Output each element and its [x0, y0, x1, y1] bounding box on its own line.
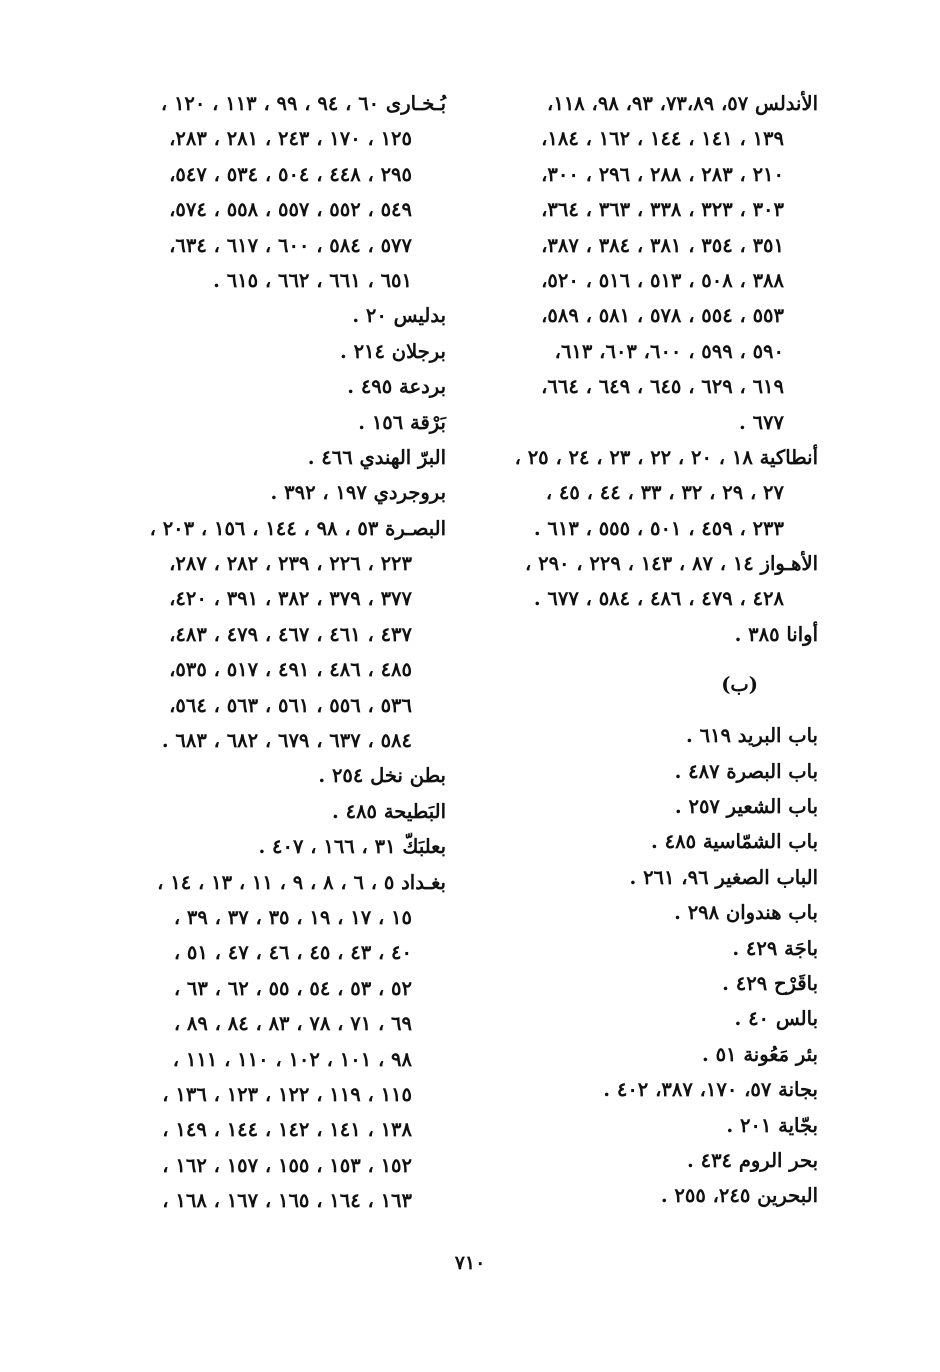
index-entry: بجّاية ٢٠١ .	[726, 1113, 818, 1137]
index-entry: الباب الصغير ٩٦، ٢٦١ .	[629, 865, 818, 889]
index-entry: باب البريد ٦١٩ .	[686, 724, 818, 748]
index-entry-continuation: ٥٨٤ ، ٦٣٧ ، ٦٧٩ ، ٦٨٢ ، ٦٨٣ .	[161, 729, 412, 753]
section-letter-heading	[478, 652, 818, 718]
index-entry-continuation: ١٦٣ ، ١٦٤ ، ١٦٥ ، ١٦٧ ، ١٦٨ ،	[162, 1189, 412, 1213]
page-number: ٧١٠	[454, 1252, 486, 1274]
index-entry: برجلان ٢١٤ .	[340, 339, 446, 363]
index-entry: باب الشعير ٢٥٧ .	[674, 795, 818, 819]
index-entry-continuation: ٥٢ ، ٥٣ ، ٥٤ ، ٥٥ ، ٦٢ ، ٦٣ ،	[173, 976, 412, 1000]
index-entry: بُـخـارى ٦٠ ، ٩٤ ، ٩٩ ، ١١٣ ، ١٢٠ ،	[160, 92, 446, 115]
index-entry-continuation: ١٣٨ ، ١٤١ ، ١٤٢ ، ١٤٤ ، ١٤٩ ،	[162, 1118, 412, 1142]
index-entry: البَطيحة ٤٨٥ .	[332, 799, 446, 823]
index-entry: البرّ الهندي ٤٦٦ .	[307, 445, 446, 469]
index-entry: الأندلس ٥٧، ٧٣،٨٩، ٩٣، ٩٨، ١١٨،	[547, 92, 818, 115]
index-entry: باب هندوان ٢٩٨ .	[674, 901, 818, 925]
index-entry: بالس ٤٠ .	[734, 1007, 818, 1031]
index-entry-continuation: ٩٨ ، ١٠١ ، ١٠٢ ، ١١٠ ، ١١١ ،	[172, 1047, 412, 1071]
index-entry-continuation: ٥٣٦ ، ٥٥٦ ، ٥٦١ ، ٥٦٣ ، ٥٦٤،	[169, 693, 412, 717]
index-entry: بغـداد ٥ ، ٦ ، ٨ ، ٩ ، ١١ ، ١٣ ، ١٤ ،	[157, 870, 446, 894]
index-entry: باب الشمّاسية ٤٨٥ .	[651, 830, 818, 854]
index-entry-continuation: ٥٧٧ ، ٥٨٤ ، ٦٠٠ ، ٦١٧ ، ٦٣٤،	[169, 233, 412, 257]
index-entry-continuation: ٢٧ ، ٢٩ ، ٣٢ ، ٣٣ ، ٤٤ ، ٤٥ ،	[545, 481, 784, 505]
index-entry-continuation: ٦٩ ، ٧١ ، ٧٨ ، ٨٣ ، ٨٤ ، ٨٩ ،	[173, 1012, 412, 1036]
index-entry-continuation: ٢٩٥ ، ٤٤٨ ، ٥٠٤ ، ٥٣٤ ، ٥٤٧،	[169, 162, 412, 186]
index-entry-continuation: ٣٠٣ ، ٣٢٣ ، ٣٣٨ ، ٣٦٣ ، ٣٦٤،	[541, 198, 784, 222]
index-entry: الأهـواز ١٤ ، ٨٧ ، ١٤٣ ، ٢٢٩ ، ٢٩٠ ،	[525, 552, 818, 576]
index-entry: بَرْقة ١٥٦ .	[358, 410, 446, 434]
index-entry-continuation: ١٥ ، ١٧ ، ١٩ ، ٣٥ ، ٣٧ ، ٣٩ ،	[173, 905, 412, 929]
index-entry: بطن نخل ٢٥٤ .	[318, 764, 446, 788]
index-entry: باجَة ٤٢٩ .	[732, 936, 818, 960]
index-entry: بدليس ٢٠ .	[352, 304, 446, 328]
index-entry-continuation: ٣٨٨ ، ٥٠٨ ، ٥١٣ ، ٥١٦ ، ٥٢٠،	[541, 268, 784, 292]
index-entry-continuation: ٥٤٩ ، ٥٥٢ ، ٥٥٧ ، ٥٥٨ ، ٥٧٤،	[169, 198, 412, 222]
index-entry: باقَرْح ٤٢٩ .	[722, 971, 818, 995]
index-entry: بئر مَعُونة ٥١ .	[702, 1042, 818, 1066]
index-entry: بردعة ٤٩٥ .	[347, 375, 446, 399]
index-entry-continuation: ٣٥١ ، ٣٥٤ ، ٣٨١ ، ٣٨٤ ، ٣٨٧،	[541, 233, 784, 257]
index-entry-continuation: ٢٢٣ ، ٢٢٦ ، ٢٣٩ ، ٢٨٢ ، ٢٨٧،	[169, 552, 412, 576]
index-entry: بجانة ٥٧، ١٧٠، ٣٨٧، ٤٠٢ .	[603, 1078, 818, 1102]
index-entry-continuation: ٦١٩ ، ٦٢٩ ، ٦٤٥ ، ٦٤٩ ، ٦٦٤،	[541, 375, 784, 399]
index-entry: أنطاكية ١٨ ، ٢٠ ، ٢٢ ، ٢٣ ، ٢٤ ، ٢٥ ،	[514, 445, 818, 469]
index-entry-continuation: ١٢٥ ، ١٧٠ ، ٢٤٣ ، ٢٨١ ، ٢٨٣،	[169, 127, 412, 151]
index-entry-continuation: ٤٠ ، ٤٣ ، ٤٥ ، ٤٦ ، ٤٧ ، ٥١ ،	[173, 941, 412, 965]
index-column-left	[106, 86, 446, 1219]
index-entry-continuation: ١٣٩ ، ١٤١ ، ١٤٤ ، ١٦٢ ، ١٨٤،	[541, 127, 784, 151]
index-entry-continuation: ٦٧٧ .	[739, 410, 784, 434]
index-entry-continuation: ٤٨٥ ، ٤٨٦ ، ٤٩١ ، ٥١٧ ، ٥٣٥،	[169, 658, 412, 682]
index-entry-continuation: ٥٥٣ ، ٥٥٤ ، ٥٧٨ ، ٥٨١ ، ٥٨٩،	[541, 304, 784, 328]
index-entry-continuation: ٤٣٧ ، ٤٦١ ، ٤٦٧ ، ٤٧٩ ، ٤٨٣،	[169, 622, 412, 646]
index-entry-continuation: ٣٧٧ ، ٣٧٩ ، ٣٨٢ ، ٣٩١ ، ٤٢٠،	[169, 587, 412, 611]
index-entry-continuation: ٢١٠ ، ٢٨٣ ، ٢٨٨ ، ٢٩٦ ، ٣٠٠،	[541, 162, 784, 186]
index-entry-continuation: ١٥٢ ، ١٥٣ ، ١٥٥ ، ١٥٧ ، ١٦٢ ،	[162, 1153, 412, 1177]
index-entry: بروجردي ١٩٧ ، ٣٩٢ .	[270, 481, 446, 505]
index-entry: بحر الروم ٤٣٤ .	[687, 1148, 818, 1172]
index-entry-continuation: ٥٩٠ ، ٥٩٩ ، ٦٠٠، ٦٠٣، ٦١٣،	[554, 339, 784, 363]
index-entry: باب البصرة ٤٨٧ .	[674, 759, 818, 783]
index-entry: البصـرة ٥٣ ، ٩٨ ، ١٤٤ ، ١٥٦ ، ٢٠٣ ،	[149, 516, 446, 540]
index-entry-continuation: ١١٥ ، ١١٩ ، ١٢٢ ، ١٢٣ ، ١٣٦ ،	[162, 1082, 412, 1106]
index-entry: بعلبَكّ ٣١ ، ١٦٦ ، ٤٠٧ .	[258, 835, 446, 859]
section-letter: (ب)	[721, 673, 758, 697]
index-column-right	[478, 86, 818, 1214]
index-entry-continuation: ٦٥١ ، ٦٦١ ، ٦٦٢ ، ٦١٥ .	[213, 268, 412, 292]
index-entry-continuation: ٢٣٣ ، ٤٥٩ ، ٥٠١ ، ٥٥٥ ، ٦١٣ .	[533, 516, 784, 540]
index-entry: أوانا ٣٨٥ .	[734, 622, 818, 646]
index-entry: البحرين ٢٤٥، ٢٥٥ .	[660, 1184, 818, 1208]
index-entry-continuation: ٤٢٨ ، ٤٧٩ ، ٤٨٦ ، ٥٨٤ ، ٦٧٧ .	[533, 587, 784, 611]
